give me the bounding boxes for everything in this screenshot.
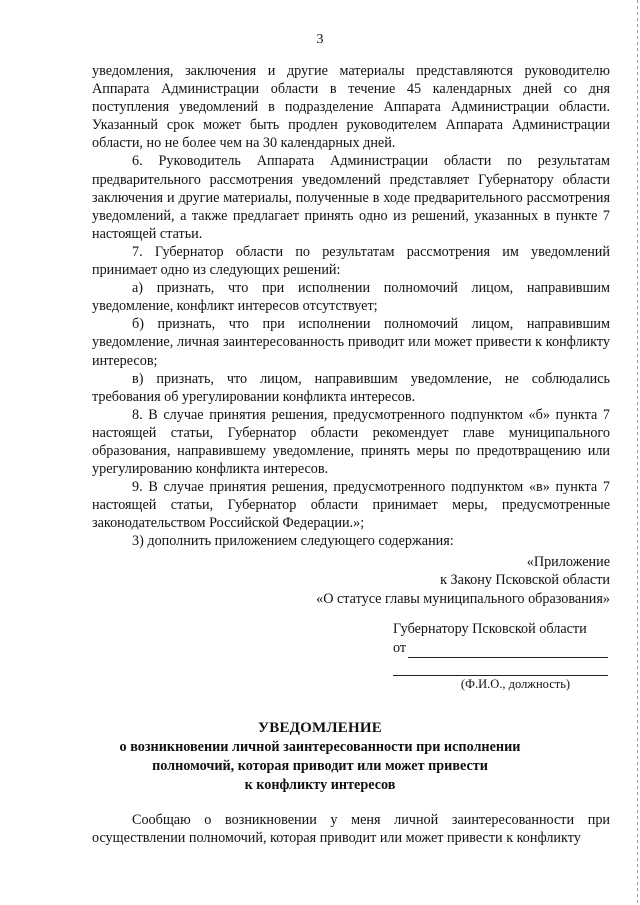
addressee-to: Губернатору Псковской области bbox=[393, 621, 587, 637]
appendix-line-1: «Приложение bbox=[526, 554, 610, 570]
addressee-block bbox=[393, 620, 608, 692]
paragraph-3-amendment: 3) дополнить приложением следующего содержания: bbox=[132, 533, 454, 550]
paragraph-8: 8. В случае принятия решения, предусмотренного подпунктом «б» пункта 7 настоящей статьи, Губернатор области рекомендует главе муниципального образования, направившему уведомление, принять меры по предотвращению или урегулированию конфликта интересов. bbox=[92, 406, 610, 478]
notice-paragraph: Сообщаю о возникновении у меня личной заинтересованности при осуществлении полномочий, которая приводит или может привести к конфликту bbox=[92, 812, 610, 847]
from-label: от bbox=[393, 640, 407, 656]
notice-subtitle-line-1: о возникновении личной заинтересованности при исполнении bbox=[119, 739, 521, 755]
from-row bbox=[393, 639, 608, 658]
appendix-line-3: «О статусе главы муниципального образования» bbox=[316, 590, 610, 607]
paragraph-continuation: уведомления, заключения и другие материалы представляются руководителю Аппарата Администрации области в течение 45 календарных дней со дня поступления уведомлений в подразделение Аппарата Администрации области. Указанный срок может быть продлен руководителем Аппарата Администрации области, но не более чем на 30 календарных дней. bbox=[92, 63, 610, 152]
paragraph-7: 7. Губернатор области по результатам рассмотрения им уведомлений принимает одно из следующих решений: bbox=[92, 243, 610, 279]
name-position-caption: (Ф.И.О., должность) bbox=[460, 677, 571, 691]
notice-subtitle-line-2: полномочий, которая приводит или может привести bbox=[152, 758, 488, 774]
notice-subtitle-line-3: к конфликту интересов bbox=[244, 777, 396, 793]
paragraph-7b: б) признать, что при исполнении полномочий лицом, направившим уведомление, личная заинтересованность приводит или может привести к конфликту интересов; bbox=[92, 316, 610, 369]
paragraph-9: 9. В случае принятия решения, предусмотренного подпунктом «в» пункта 7 настоящей статьи, Губернатор области принимает меры, предусмотренные законодательством Российской Федерации.»; bbox=[92, 479, 610, 532]
paragraph-6: 6. Руководитель Аппарата Администрации области по результатам предварительного рассмотрения уведомлений представляет Губернатору области заключения и другие материалы, полученные в ходе предварительного рассмотрения уведомлений, а также предлагает принять одно из решений, указанных в пункте 7 настоящей статьи. bbox=[92, 153, 610, 242]
page-number: 3 bbox=[316, 32, 324, 47]
appendix-header bbox=[250, 553, 610, 608]
paragraph-7c: в) признать, что лицом, направившим уведомление, не соблюдались требования об урегулировании конфликта интересов. bbox=[92, 370, 610, 405]
notice-title-block bbox=[0, 719, 640, 795]
notice-body bbox=[92, 811, 610, 847]
from-blank-line bbox=[408, 642, 608, 658]
paragraph-7a: а) признать, что при исполнении полномочий лицом, направившим уведомление, конфликт интересов отсутствует; bbox=[92, 280, 610, 315]
notice-title: УВЕДОМЛЕНИЕ bbox=[258, 720, 382, 736]
appendix-line-2: к Закону Псковской области bbox=[440, 572, 610, 589]
law-text-body bbox=[92, 62, 610, 551]
second-blank-line bbox=[393, 658, 608, 676]
